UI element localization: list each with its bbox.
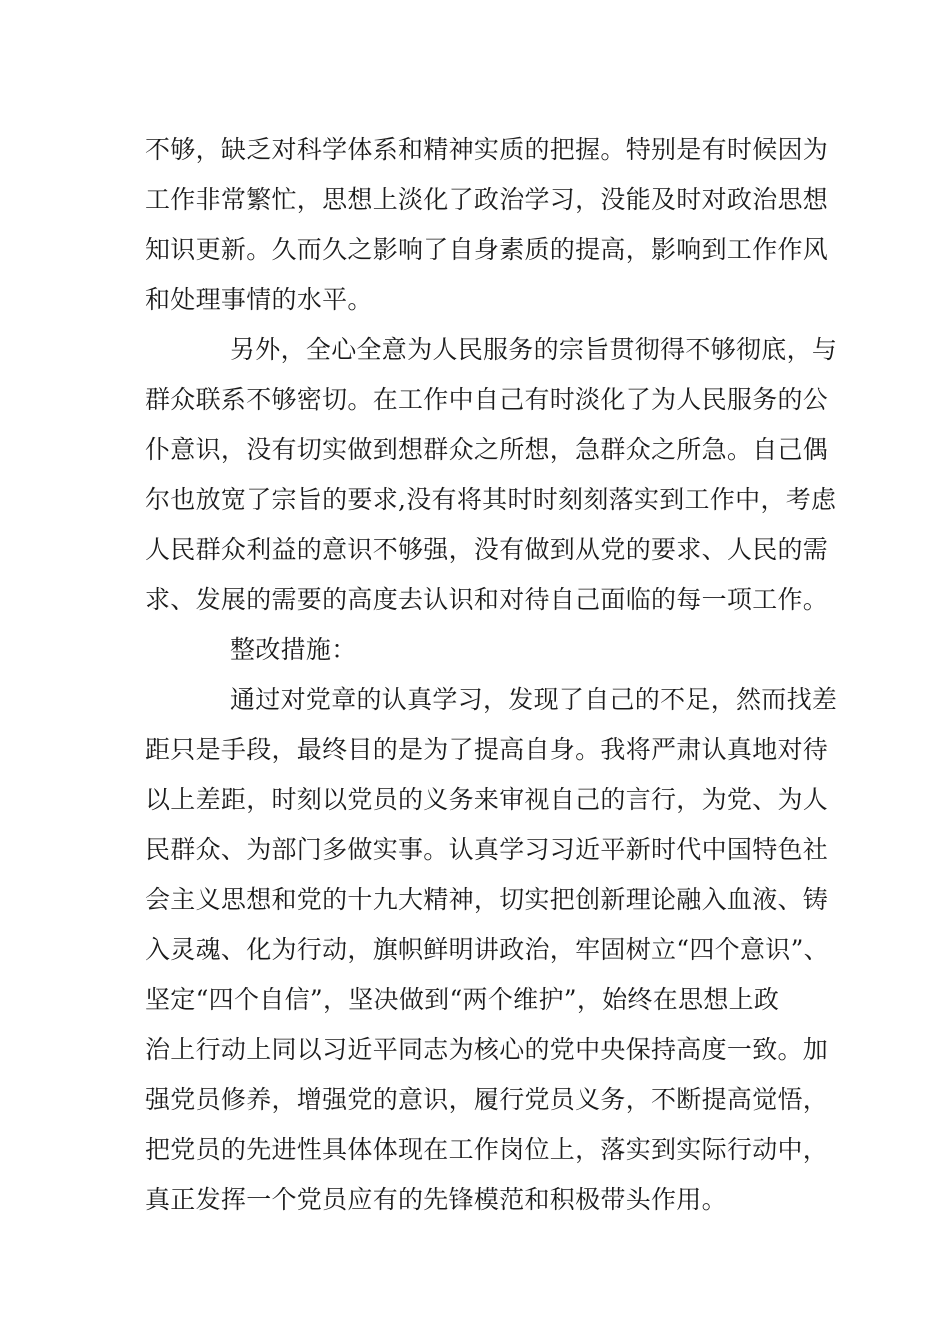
text-line: 入灵魂、化为行动，旗帜鲜明讲政治，牢固树立“四个意识”、	[145, 935, 829, 964]
section-heading: 整改措施：	[230, 635, 357, 664]
text-line: 工作非常繁忙，思想上淡化了政治学习，没能及时对政治思想	[145, 185, 829, 214]
text-line: 以上差距，时刻以党员的义务来审视自己的言行，为党、为人	[145, 785, 829, 814]
text-line: 求、发展的需要的高度去认识和对待自己面临的每一项工作。	[145, 585, 829, 614]
text-line: 人民群众利益的意识不够强，没有做到从党的要求、人民的需	[145, 535, 829, 564]
text-line: 真正发挥一个党员应有的先锋模范和积极带头作用。	[145, 1185, 727, 1214]
text-line: 强党员修养，增强党的意识，履行党员义务，不断提高觉悟，	[145, 1085, 829, 1114]
paragraph-first-line: 通过对党章的认真学习，发现了自己的不足，然而找差	[230, 685, 838, 714]
text-line: 群众联系不够密切。在工作中自己有时淡化了为人民服务的公	[145, 385, 829, 414]
paragraph-first-line: 另外，全心全意为人民服务的宗旨贯彻得不够彻底，与	[230, 335, 838, 364]
text-line: 民群众、为部门多做实事。认真学习习近平新时代中国特色社	[145, 835, 829, 864]
text-line: 把党员的先进性具体体现在工作岗位上，落实到实际行动中，	[145, 1135, 829, 1164]
text-line: 距只是手段，最终目的是为了提高自身。我将严肃认真地对待	[145, 735, 829, 764]
text-line: 会主义思想和党的十九大精神，切实把创新理论融入血液、铸	[145, 885, 829, 914]
text-line: 治上行动上同以习近平同志为核心的党中央保持高度一致。加	[145, 1035, 829, 1064]
text-line: 坚定“四个自信”，坚决做到“两个维护”，始终在思想上政	[145, 985, 780, 1014]
text-line: 知识更新。久而久之影响了自身素质的提高，影响到工作作风	[145, 235, 829, 264]
text-line: 和处理事情的水平。	[145, 285, 373, 314]
text-line: 不够，缺乏对科学体系和精神实质的把握。特别是有时候因为	[145, 135, 829, 164]
text-line: 仆意识，没有切实做到想群众之所想，急群众之所急。自己偶	[145, 435, 829, 464]
text-line: 尔也放宽了宗旨的要求,没有将其时时刻刻落实到工作中，考虑	[145, 485, 837, 514]
